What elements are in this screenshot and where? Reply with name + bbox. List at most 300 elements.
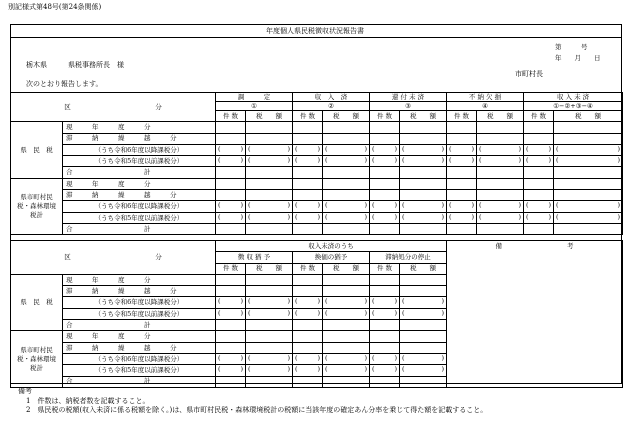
note-item: 2 県民税の税額(収入未済に係る税額を除く。)は、県市町村民税・森林環境税計の税額に当該年度の確定あん分率を乗じて得た額を記載すること。: [26, 406, 488, 414]
title-rule: [10, 37, 622, 38]
paren-close: ): [617, 156, 621, 165]
paren-close: ): [394, 212, 397, 221]
amount-header: 税 額: [246, 263, 293, 274]
value-cell: [216, 122, 246, 133]
group-number: ①: [216, 102, 293, 111]
group-header: 収 入 未 済: [524, 93, 623, 102]
paren-cell: [216, 365, 246, 376]
paren-close: ): [240, 156, 243, 165]
paren-close: ): [240, 144, 243, 153]
paren-cell: [293, 201, 323, 212]
paren-cell: [246, 201, 293, 212]
row-label-total: 合 計: [63, 167, 216, 178]
row-label-r5: （うち令和5年度以前課税分）: [63, 212, 216, 223]
value-cell: [323, 320, 370, 331]
value-cell: [216, 376, 246, 387]
paren-close: ): [317, 353, 320, 362]
value-cell: [400, 320, 447, 331]
paren-close: ): [287, 144, 290, 153]
paren-close: ): [317, 212, 320, 221]
value-cell: [246, 274, 293, 285]
status-table-bottom: [10, 240, 623, 388]
row-label-total: 合 計: [63, 320, 216, 331]
doc-number: 第 号: [555, 43, 588, 51]
value-cell: [524, 178, 554, 189]
paren-open: (: [402, 144, 405, 153]
paren-open: (: [218, 353, 221, 362]
count-header: 件 数: [524, 111, 554, 122]
value-cell: [477, 133, 524, 144]
value-cell: [447, 190, 477, 201]
paren-open: (: [479, 144, 482, 153]
paren-cell: [293, 308, 323, 319]
paren-open: (: [325, 212, 328, 221]
paren-open: (: [325, 297, 328, 306]
paren-close: ): [287, 365, 290, 374]
paren-cell: [293, 365, 323, 376]
value-cell: [216, 167, 246, 178]
doc-date: 年 月 日: [555, 54, 601, 62]
paren-open: (: [402, 297, 405, 306]
group-title: 収入未済のうち: [216, 241, 447, 252]
value-cell: [216, 331, 246, 342]
group-number: ②: [293, 102, 370, 111]
row-label-r5: （うち令和5年度以前課税分）: [63, 156, 216, 167]
value-cell: [293, 376, 323, 387]
value-cell: [246, 331, 293, 342]
paren-cell: [323, 201, 370, 212]
paren-open: (: [218, 144, 221, 153]
amount-header: 税 額: [400, 111, 447, 122]
paren-close: ): [548, 144, 552, 153]
paren-close: ): [394, 308, 397, 317]
value-cell: [246, 320, 293, 331]
value-cell: [216, 178, 246, 189]
row-label-total: 合 計: [63, 376, 216, 387]
paren-open: (: [248, 156, 251, 165]
group-number: ③: [370, 102, 447, 111]
value-cell: [293, 274, 323, 285]
paren-cell: [323, 144, 370, 155]
paren-close: ): [240, 201, 243, 210]
paren-close: ): [441, 353, 444, 362]
paren-close: ): [518, 212, 522, 221]
paren-open: (: [402, 365, 405, 374]
paren-open: (: [402, 201, 405, 210]
section-label: 県 民 税: [11, 274, 63, 330]
value-cell: [323, 223, 370, 234]
paren-close: ): [317, 144, 320, 153]
paren-close: ): [471, 212, 475, 221]
note-item: 1 件数は、納税者数を記載すること。: [26, 397, 150, 405]
paren-open: (: [218, 156, 221, 165]
paren-cell: [246, 308, 293, 319]
value-cell: [447, 178, 477, 189]
paren-open: (: [479, 156, 482, 165]
paren-cell: [524, 201, 554, 212]
paren-open: (: [218, 201, 221, 210]
paren-close: ): [394, 353, 397, 362]
row-label-total: 合 計: [63, 223, 216, 234]
row-label-delinquent: 滞 納 繰 越 分: [63, 133, 216, 144]
paren-close: ): [548, 201, 552, 210]
recipient: 栃木県 県税事務所長 様: [26, 61, 124, 69]
paren-close: ): [617, 201, 621, 210]
paren-open: (: [248, 212, 251, 221]
paren-cell: [477, 156, 524, 167]
value-cell: [246, 342, 293, 353]
group-header: 徴 収 猶 予: [216, 252, 293, 263]
paren-close: ): [394, 156, 397, 165]
paren-cell: [370, 201, 400, 212]
value-cell: [400, 376, 447, 387]
remarks-column: 備 考: [447, 241, 623, 388]
paren-open: (: [372, 201, 375, 210]
value-cell: [246, 223, 293, 234]
value-cell: [323, 274, 370, 285]
value-cell: [400, 122, 447, 133]
value-cell: [477, 223, 524, 234]
paren-open: (: [325, 365, 328, 374]
value-cell: [400, 190, 447, 201]
paren-open: (: [556, 156, 559, 165]
value-cell: [554, 167, 623, 178]
paren-close: ): [394, 201, 397, 210]
section-label: 県市町村民税・森林環境税計: [11, 178, 63, 234]
value-cell: [370, 133, 400, 144]
paren-open: (: [295, 156, 298, 165]
paren-open: (: [325, 144, 328, 153]
paren-open: (: [449, 156, 452, 165]
paren-close: ): [471, 144, 475, 153]
value-cell: [400, 331, 447, 342]
paren-cell: [323, 156, 370, 167]
paren-open: (: [449, 144, 452, 153]
value-cell: [477, 167, 524, 178]
paren-close: ): [364, 212, 367, 221]
paren-cell: [400, 201, 447, 212]
paren-open: (: [218, 297, 221, 306]
paren-close: ): [394, 365, 397, 374]
paren-open: (: [526, 156, 529, 165]
paren-open: (: [556, 144, 559, 153]
paren-cell: [323, 365, 370, 376]
paren-cell: [400, 212, 447, 223]
paren-cell: [216, 308, 246, 319]
row-label-r6: （うち令和6年度以降課税分）: [63, 353, 216, 364]
value-cell: [323, 122, 370, 133]
paren-open: (: [526, 144, 529, 153]
status-table-top: [10, 92, 623, 235]
paren-close: ): [317, 297, 320, 306]
value-cell: [216, 320, 246, 331]
amount-header: 税 額: [554, 111, 623, 122]
paren-cell: [370, 353, 400, 364]
paren-cell: [477, 212, 524, 223]
count-header: 件 数: [370, 263, 400, 274]
value-cell: [246, 122, 293, 133]
paren-open: (: [402, 353, 405, 362]
paren-open: (: [372, 144, 375, 153]
paren-open: (: [449, 212, 452, 221]
paren-cell: [216, 353, 246, 364]
value-cell: [293, 190, 323, 201]
paren-close: ): [441, 297, 444, 306]
paren-open: (: [248, 365, 251, 374]
value-cell: [554, 190, 623, 201]
group-number: ④: [447, 102, 524, 111]
section-label: 県市町村民税・森林環境税計: [11, 331, 63, 387]
value-cell: [323, 167, 370, 178]
paren-cell: [400, 144, 447, 155]
value-cell: [293, 167, 323, 178]
count-header: 件 数: [216, 111, 246, 122]
group-header: 不 納 欠 損: [447, 93, 524, 102]
row-label-r5: （うち令和5年度以前課税分）: [63, 365, 216, 376]
value-cell: [447, 223, 477, 234]
value-cell: [554, 178, 623, 189]
paren-close: ): [617, 144, 621, 153]
amount-header: 税 額: [323, 263, 370, 274]
paren-cell: [524, 144, 554, 155]
paren-open: (: [248, 144, 251, 153]
count-header: 件 数: [293, 263, 323, 274]
value-cell: [370, 342, 400, 353]
paren-close: ): [287, 308, 290, 317]
paren-close: ): [364, 353, 367, 362]
paren-open: (: [295, 297, 298, 306]
notes-title: 備考: [18, 387, 32, 395]
report-title: 年度個人県民税徴収状況報告書: [266, 27, 364, 35]
paren-cell: [370, 212, 400, 223]
count-header: 件 数: [216, 263, 246, 274]
paren-open: (: [325, 308, 328, 317]
value-cell: [400, 178, 447, 189]
paren-cell: [554, 212, 623, 223]
paren-close: ): [364, 297, 367, 306]
paren-close: ): [287, 212, 290, 221]
value-cell: [293, 122, 323, 133]
group-header: 調 定: [216, 93, 293, 102]
value-cell: [216, 342, 246, 353]
value-cell: [323, 178, 370, 189]
value-cell: [293, 178, 323, 189]
value-cell: [323, 133, 370, 144]
value-cell: [216, 274, 246, 285]
paren-close: ): [471, 156, 475, 165]
paren-cell: [216, 201, 246, 212]
sender: 市町村長: [515, 70, 543, 78]
count-header: 件 数: [447, 111, 477, 122]
paren-open: (: [325, 201, 328, 210]
value-cell: [400, 223, 447, 234]
paren-open: (: [218, 308, 221, 317]
paren-close: ): [287, 156, 290, 165]
group-header: 収 入 済: [293, 93, 370, 102]
value-cell: [246, 178, 293, 189]
paren-cell: [246, 144, 293, 155]
paren-cell: [216, 297, 246, 308]
paren-close: ): [287, 353, 290, 362]
paren-cell: [370, 297, 400, 308]
paren-open: (: [402, 212, 405, 221]
paren-cell: [323, 308, 370, 319]
paren-open: (: [372, 365, 375, 374]
paren-close: ): [287, 297, 290, 306]
value-cell: [370, 167, 400, 178]
paren-cell: [323, 353, 370, 364]
paren-close: ): [364, 365, 367, 374]
paren-cell: [293, 297, 323, 308]
count-header: 件 数: [293, 111, 323, 122]
row-label-current: 現 年 度 分: [63, 274, 216, 285]
value-cell: [323, 342, 370, 353]
paren-open: (: [295, 144, 298, 153]
paren-cell: [447, 156, 477, 167]
paren-open: (: [526, 212, 529, 221]
paren-close: ): [240, 353, 243, 362]
paren-cell: [246, 353, 293, 364]
paren-open: (: [295, 201, 298, 210]
group-header: 換価の猶予: [293, 252, 370, 263]
paren-close: ): [364, 308, 367, 317]
value-cell: [524, 167, 554, 178]
count-header: 件 数: [370, 111, 400, 122]
paren-cell: [400, 156, 447, 167]
paren-open: (: [372, 308, 375, 317]
paren-open: (: [325, 353, 328, 362]
paren-cell: [246, 156, 293, 167]
paren-open: (: [295, 212, 298, 221]
paren-open: (: [372, 297, 375, 306]
paren-open: (: [248, 308, 251, 317]
paren-cell: [246, 297, 293, 308]
paren-cell: [447, 144, 477, 155]
value-cell: [293, 320, 323, 331]
paren-cell: [400, 308, 447, 319]
paren-cell: [554, 144, 623, 155]
value-cell: [293, 342, 323, 353]
paren-close: ): [287, 201, 290, 210]
group-number: ①−②+③−④: [524, 102, 623, 111]
value-cell: [370, 376, 400, 387]
value-cell: [323, 286, 370, 297]
paren-open: (: [295, 353, 298, 362]
amount-header: 税 額: [400, 263, 447, 274]
paren-cell: [554, 201, 623, 212]
paren-cell: [524, 156, 554, 167]
paren-cell: [370, 365, 400, 376]
paren-close: ): [364, 156, 367, 165]
value-cell: [370, 286, 400, 297]
amount-header: 税 額: [246, 111, 293, 122]
paren-open: (: [372, 212, 375, 221]
value-cell: [447, 133, 477, 144]
paren-close: ): [518, 201, 522, 210]
paren-cell: [400, 365, 447, 376]
paren-cell: [400, 297, 447, 308]
value-cell: [370, 274, 400, 285]
paren-cell: [293, 212, 323, 223]
paren-cell: [216, 144, 246, 155]
value-cell: [400, 342, 447, 353]
value-cell: [477, 178, 524, 189]
value-cell: [246, 133, 293, 144]
paren-cell: [524, 212, 554, 223]
value-cell: [293, 133, 323, 144]
col-header-category: 区 分: [11, 93, 216, 122]
row-label-delinquent: 滞 納 繰 越 分: [63, 286, 216, 297]
paren-close: ): [317, 308, 320, 317]
row-label-current: 現 年 度 分: [63, 331, 216, 342]
value-cell: [524, 122, 554, 133]
value-cell: [246, 286, 293, 297]
paren-open: (: [479, 201, 482, 210]
row-label-current: 現 年 度 分: [63, 178, 216, 189]
value-cell: [400, 274, 447, 285]
value-cell: [477, 190, 524, 201]
value-cell: [293, 223, 323, 234]
paren-close: ): [441, 365, 444, 374]
value-cell: [293, 286, 323, 297]
paren-close: ): [617, 212, 621, 221]
paren-close: ): [364, 201, 367, 210]
paren-close: ): [317, 201, 320, 210]
paren-open: (: [248, 353, 251, 362]
paren-cell: [323, 212, 370, 223]
value-cell: [323, 190, 370, 201]
paren-cell: [554, 156, 623, 167]
paren-open: (: [372, 353, 375, 362]
paren-open: (: [248, 297, 251, 306]
paren-close: ): [394, 144, 397, 153]
value-cell: [400, 167, 447, 178]
value-cell: [323, 331, 370, 342]
section-label: 県 民 税: [11, 122, 63, 178]
paren-cell: [246, 212, 293, 223]
value-cell: [323, 376, 370, 387]
paren-open: (: [218, 212, 221, 221]
value-cell: [216, 190, 246, 201]
row-label-r6: （うち令和6年度以降課税分）: [63, 201, 216, 212]
value-cell: [246, 376, 293, 387]
row-label-delinquent: 滞 納 繰 越 分: [63, 342, 216, 353]
paren-cell: [477, 201, 524, 212]
value-cell: [370, 320, 400, 331]
value-cell: [400, 286, 447, 297]
amount-header: 税 額: [323, 111, 370, 122]
paren-close: ): [240, 308, 243, 317]
paren-cell: [293, 144, 323, 155]
paren-close: ): [317, 365, 320, 374]
value-cell: [370, 331, 400, 342]
amount-header: 税 額: [477, 111, 524, 122]
paren-close: ): [364, 144, 367, 153]
row-label-r6: （うち令和6年度以降課税分）: [63, 297, 216, 308]
row-label-delinquent: 滞 納 繰 越 分: [63, 190, 216, 201]
paren-close: ): [548, 156, 552, 165]
paren-close: ): [518, 156, 522, 165]
value-cell: [524, 223, 554, 234]
value-cell: [293, 331, 323, 342]
paren-close: ): [441, 144, 445, 153]
col-header-category: 区 分: [11, 241, 216, 275]
value-cell: [477, 122, 524, 133]
value-cell: [370, 122, 400, 133]
paren-open: (: [295, 308, 298, 317]
paren-open: (: [402, 156, 405, 165]
value-cell: [400, 133, 447, 144]
